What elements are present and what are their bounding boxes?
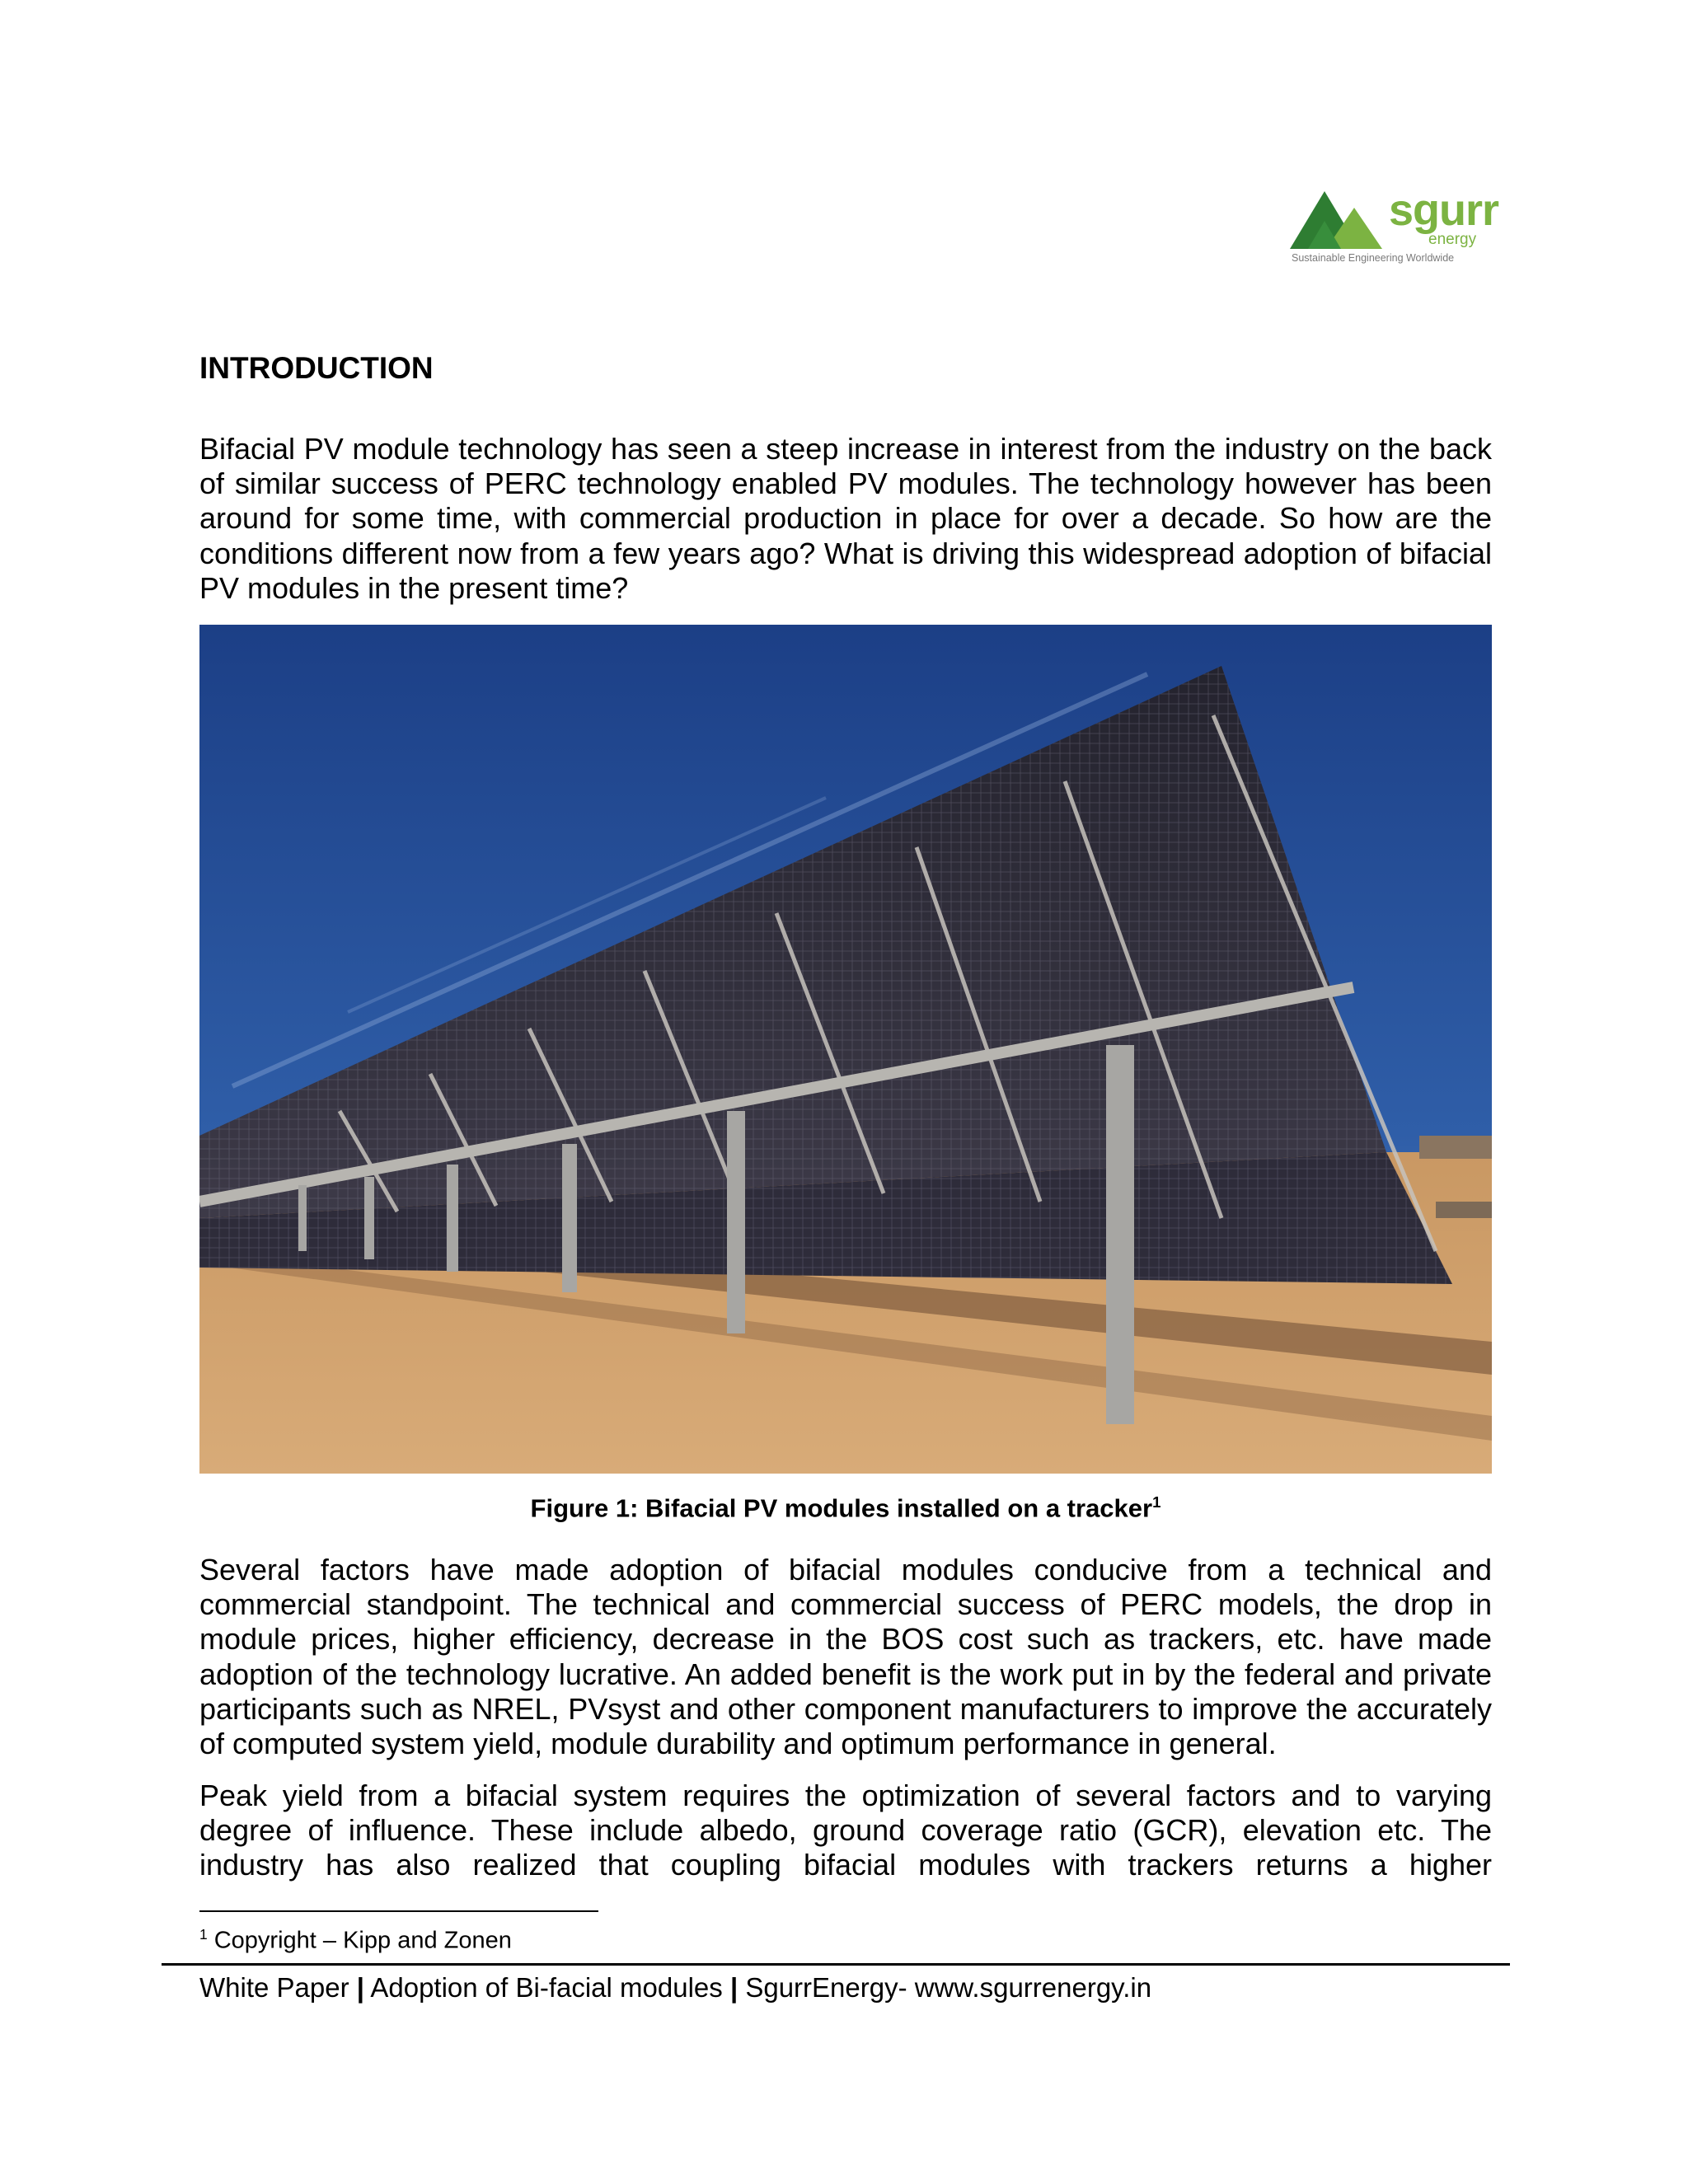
figure-caption (199, 1493, 1492, 1523)
figure-footnote-ref[interactable]: 1 (1152, 1493, 1161, 1511)
logo-subword: energy (1428, 231, 1477, 248)
logo-tagline: Sustainable Engineering Worldwide (1292, 252, 1455, 264)
mountain-logo-icon (1290, 190, 1393, 249)
footnote-text: Copyright – Kipp and Zonen (213, 1927, 512, 1954)
logo-wordmark: sgurr (1389, 185, 1499, 235)
figure-caption-text: Figure 1: Bifacial PV modules installed on a tracker (530, 1493, 1153, 1523)
footer-divider (162, 1963, 1510, 1966)
footer-company: SgurrEnergy- www.sgurrenergy.in (745, 1972, 1152, 2003)
solar-panels-illustration (199, 625, 1492, 1474)
section-heading: INTRODUCTION (199, 351, 434, 385)
company-logo (1290, 185, 1499, 270)
factors-paragraph: Several factors have made adoption of bifacial modules conducive from a technical and commercial standpoint. The technical and commercial success of PERC models, the drop in module prices, higher efficiency, decrease in the BOS cost such as trackers, etc. have made adoption of the technology lucrative. An added benefit is the work put in by the federal and private participants such as NREL, PVsyst and other component manufacturers to improve the accurately of computed system yield, module durability and optimum performance in general. (199, 1553, 1492, 1761)
footnote-number: 1 (199, 1926, 208, 1943)
solar-tracker-photo (199, 625, 1492, 1474)
peak-yield-paragraph: Peak yield from a bifacial system requires the optimization of several factors and to varying degree of influence. These include albedo, ground coverage ratio (GCR), elevation etc. The industry has also realized that coupling bifacial modules with trackers returns a higher (199, 1779, 1492, 1882)
page-footer: White Paper | Adoption of Bi-facial modules | SgurrEnergy- www.sgurrenergy.in (199, 1972, 1152, 2003)
footnote (199, 1926, 512, 1955)
footer-label: White Paper (199, 1972, 349, 2003)
footnote-divider (199, 1910, 598, 1912)
footer-title: Adoption of Bi-facial modules (370, 1972, 723, 2003)
intro-paragraph: Bifacial PV module technology has seen a steep increase in interest from the industry on the back of similar success of PERC technology enabled PV modules. The technology however has been around for some time, with commercial production in place for over a decade. So how are the conditions different now from a few years ago? What is driving this widespread adoption of bifacial PV modules in the present time? (199, 432, 1492, 605)
